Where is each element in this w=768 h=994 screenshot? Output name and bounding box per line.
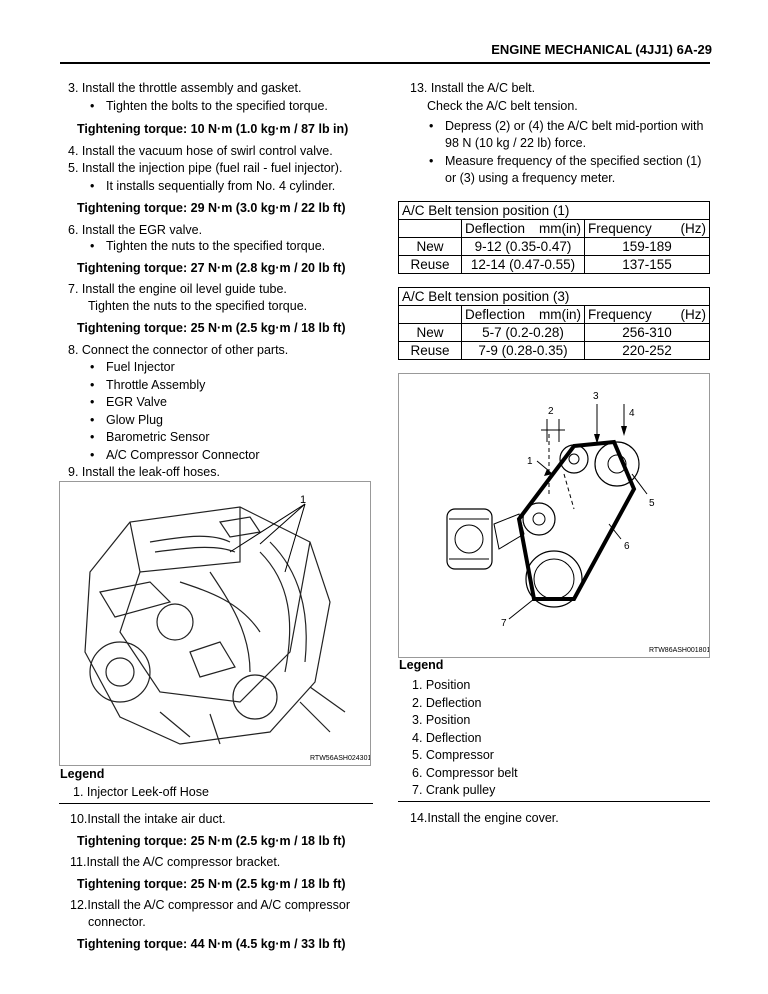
step-3-bullet: • Tighten the bolts to the specified torque. — [106, 98, 328, 115]
legend-item: 1. Injector Leek-off Hose — [73, 785, 209, 799]
torque-4: Tightening torque: 25 N·m (2.5 kg·m / 18 lb ft) — [77, 321, 346, 335]
step-13-text: Check the A/C belt tension. — [427, 99, 578, 113]
legend-item: 5. Compressor — [412, 748, 494, 762]
list-item: • Glow Plug — [106, 412, 163, 429]
step-12: 12.Install the A/C compressor and A/C compressor — [70, 898, 350, 912]
header-frequency: Frequency (Hz) — [585, 220, 710, 238]
table-row: New 9-12 (0.35-0.47) 159-189 — [399, 238, 710, 256]
list-item: • A/C Compressor Connector — [106, 447, 260, 464]
fig2-code: RTW86ASH001801 — [649, 647, 709, 654]
step-7: 7. Install the engine oil level guide tube. — [68, 282, 287, 296]
list-item: • Throttle Assembly — [106, 377, 205, 394]
step-5: 5. Install the injection pipe (fuel rail - fuel injector). — [68, 161, 343, 175]
step-8: 8. Connect the connector of other parts. — [68, 343, 289, 357]
legend-item: 7. Crank pulley — [412, 783, 496, 797]
step-9: 9. Install the leak-off hoses. — [68, 465, 220, 479]
step-11: 11.Install the A/C compressor bracket. — [70, 855, 281, 869]
torque-6: Tightening torque: 25 N·m (2.5 kg·m / 18 lb ft) — [77, 877, 346, 891]
header-deflection: Deflection mm(in) — [462, 306, 585, 324]
step-13: 13. Install the A/C belt. — [410, 81, 536, 95]
step-13-bullet-2: • Measure frequency of the specified section (1) — [445, 153, 701, 170]
belt-figure — [398, 373, 710, 658]
legend-item: 1. Position — [412, 678, 471, 692]
torque-2: Tightening torque: 29 N·m (3.0 kg·m / 22 lb ft) — [77, 201, 346, 215]
table-title: A/C Belt tension position (3) — [399, 288, 710, 306]
legend-item: 4. Deflection — [412, 731, 482, 745]
step-3: 3. Install the throttle assembly and gasket. — [68, 81, 302, 95]
header-frequency: Frequency (Hz) — [585, 306, 710, 324]
step-10: 10.Install the intake air duct. — [70, 812, 226, 826]
header-deflection: Deflection mm(in) — [462, 220, 585, 238]
belt-tension-table-1 — [398, 201, 710, 274]
torque-7: Tightening torque: 44 N·m (4.5 kg·m / 33 lb ft) — [77, 937, 346, 951]
table-title: A/C Belt tension position (1) — [399, 202, 710, 220]
list-item: • EGR Valve — [106, 394, 167, 411]
step-7-text: Tighten the nuts to the specified torque. — [88, 299, 308, 313]
step-13-bullet-1-cont: 98 N (10 kg / 22 lb) force. — [445, 136, 587, 150]
belt-diagram — [399, 374, 709, 657]
step-14: 14.Install the engine cover. — [410, 811, 559, 825]
legend-item: 6. Compressor belt — [412, 766, 518, 780]
step-13-bullet-2-cont: or (3) using a frequency meter. — [445, 171, 616, 185]
step-12-cont: connector. — [88, 915, 146, 929]
fig1-callout: 1 — [300, 494, 307, 506]
page-header: ENGINE MECHANICAL (4JJ1) 6A-29 — [491, 42, 712, 57]
belt-tension-table-2 — [398, 287, 710, 360]
fig2-callout: 4 — [629, 408, 635, 419]
step-13-bullet-1: • Depress (2) or (4) the A/C belt mid-portion with — [445, 118, 703, 135]
step-6: 6. Install the EGR valve. — [68, 223, 203, 237]
table-row: Reuse 7-9 (0.28-0.35) 220-252 — [399, 342, 710, 360]
fig2-callout: 6 — [624, 541, 630, 552]
list-item: • Barometric Sensor — [106, 429, 210, 446]
fig2-callout: 3 — [593, 391, 599, 402]
list-item: • Fuel Injector — [106, 359, 175, 376]
fig2-callout: 7 — [501, 618, 507, 629]
torque-5: Tightening torque: 25 N·m (2.5 kg·m / 18 lb ft) — [77, 834, 346, 848]
torque-3: Tightening torque: 27 N·m (2.8 kg·m / 20 lb ft) — [77, 261, 346, 275]
fig2-callout: 5 — [649, 498, 655, 509]
torque-1: Tightening torque: 10 N·m (1.0 kg·m / 87 lb in) — [77, 122, 349, 136]
legend-item: 3. Position — [412, 713, 471, 727]
table-row: Reuse 12-14 (0.47-0.55) 137-155 — [399, 256, 710, 274]
step-5-bullet: • It installs sequentially from No. 4 cylinder. — [106, 178, 335, 195]
legend-title-left: Legend — [60, 767, 105, 781]
step-6-bullet: • Tighten the nuts to the specified torque. — [106, 238, 325, 255]
legend-item: 2. Deflection — [412, 696, 482, 710]
fig1-code: RTW56ASH024301 — [310, 755, 370, 762]
fig2-callout: 1 — [527, 456, 533, 467]
legend-rule-right — [398, 801, 710, 802]
legend-title-right: Legend — [399, 658, 444, 672]
engine-illustration — [60, 482, 370, 765]
fig2-callout: 2 — [548, 406, 554, 417]
legend-rule-left — [59, 803, 373, 804]
table-row: New 5-7 (0.2-0.28) 256-310 — [399, 324, 710, 342]
engine-figure — [59, 481, 371, 766]
header-rule — [60, 62, 710, 64]
step-4: 4. Install the vacuum hose of swirl control valve. — [68, 144, 333, 158]
